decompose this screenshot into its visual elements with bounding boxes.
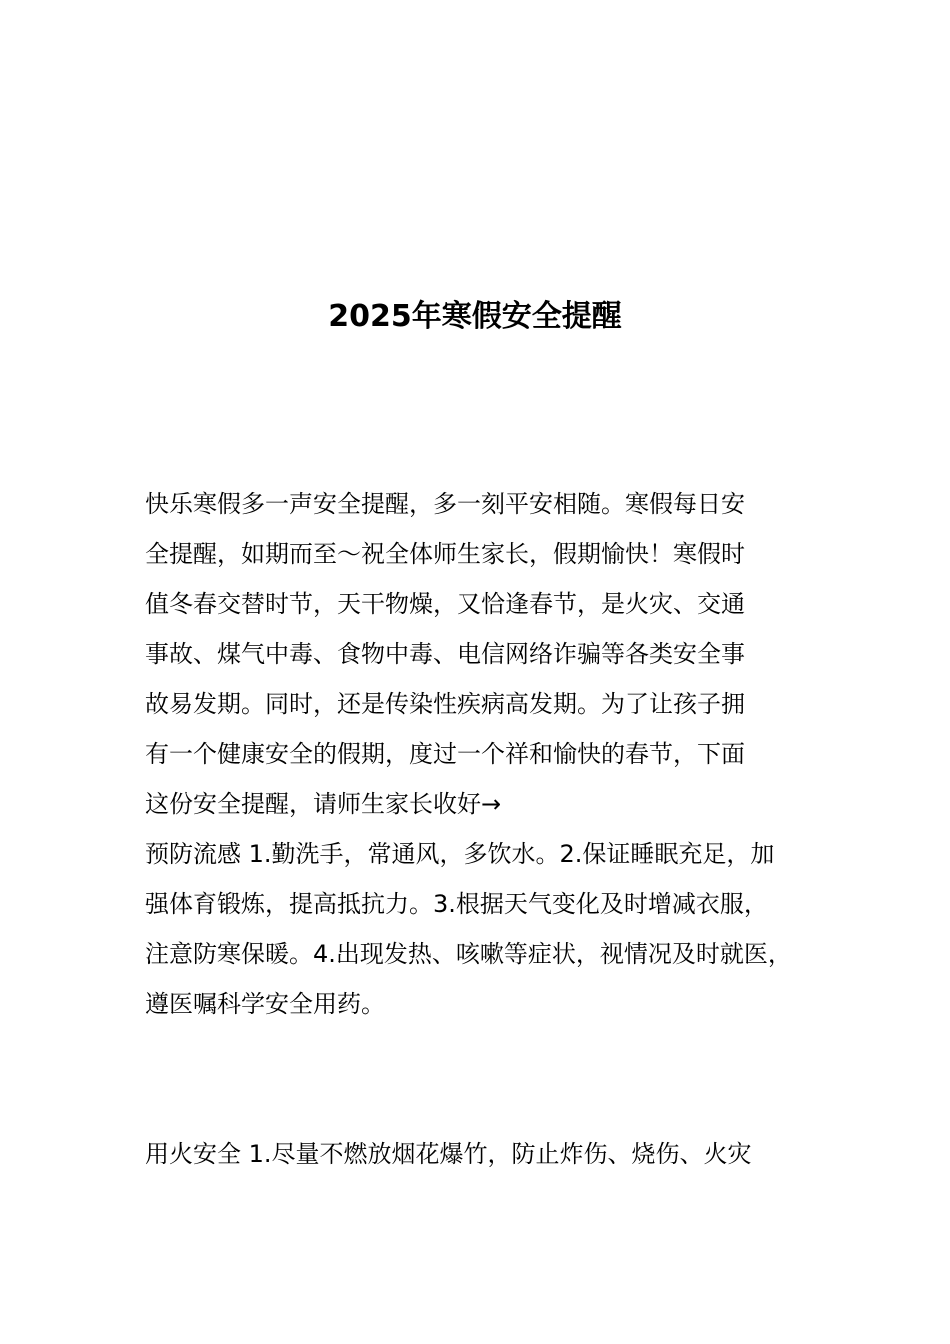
intro-line-7: 这份安全提醒，请师生家长收好→ <box>145 790 502 818</box>
flu-line-2: 强体育锻炼，提高抵抗力。3.根据天气变化及时增减衣服， <box>145 890 768 918</box>
flu-line-4: 遵医嘱科学安全用药。 <box>145 990 385 1018</box>
intro-line-1: 快乐寒假多一声安全提醒，多一刻平安相随。寒假每日安 <box>145 490 745 518</box>
intro-line-5: 故易发期。同时，还是传染性疾病高发期。为了让孩子拥 <box>145 690 745 718</box>
intro-line-4: 事故、煤气中毒、食物中毒、电信网络诈骗等各类安全事 <box>145 640 745 668</box>
fire-line-1: 用火安全 1.尽量不燃放烟花爆竹，防止炸伤、烧伤、火灾 <box>145 1140 752 1168</box>
intro-line-6: 有一个健康安全的假期，度过一个祥和愉快的春节，下面 <box>145 740 745 768</box>
flu-line-3: 注意防寒保暖。4.出现发热、咳嗽等症状，视情况及时就医， <box>145 940 792 968</box>
intro-line-3: 值冬春交替时节，天干物燥，又恰逢春节，是火灾、交通 <box>145 590 745 618</box>
flu-line-1: 预防流感 1.勤洗手，常通风，多饮水。2.保证睡眠充足，加 <box>145 840 775 868</box>
intro-line-2: 全提醒，如期而至～祝全体师生家长，假期愉快！寒假时 <box>145 540 745 568</box>
document-title: 2025年寒假安全提醒 <box>328 299 622 334</box>
